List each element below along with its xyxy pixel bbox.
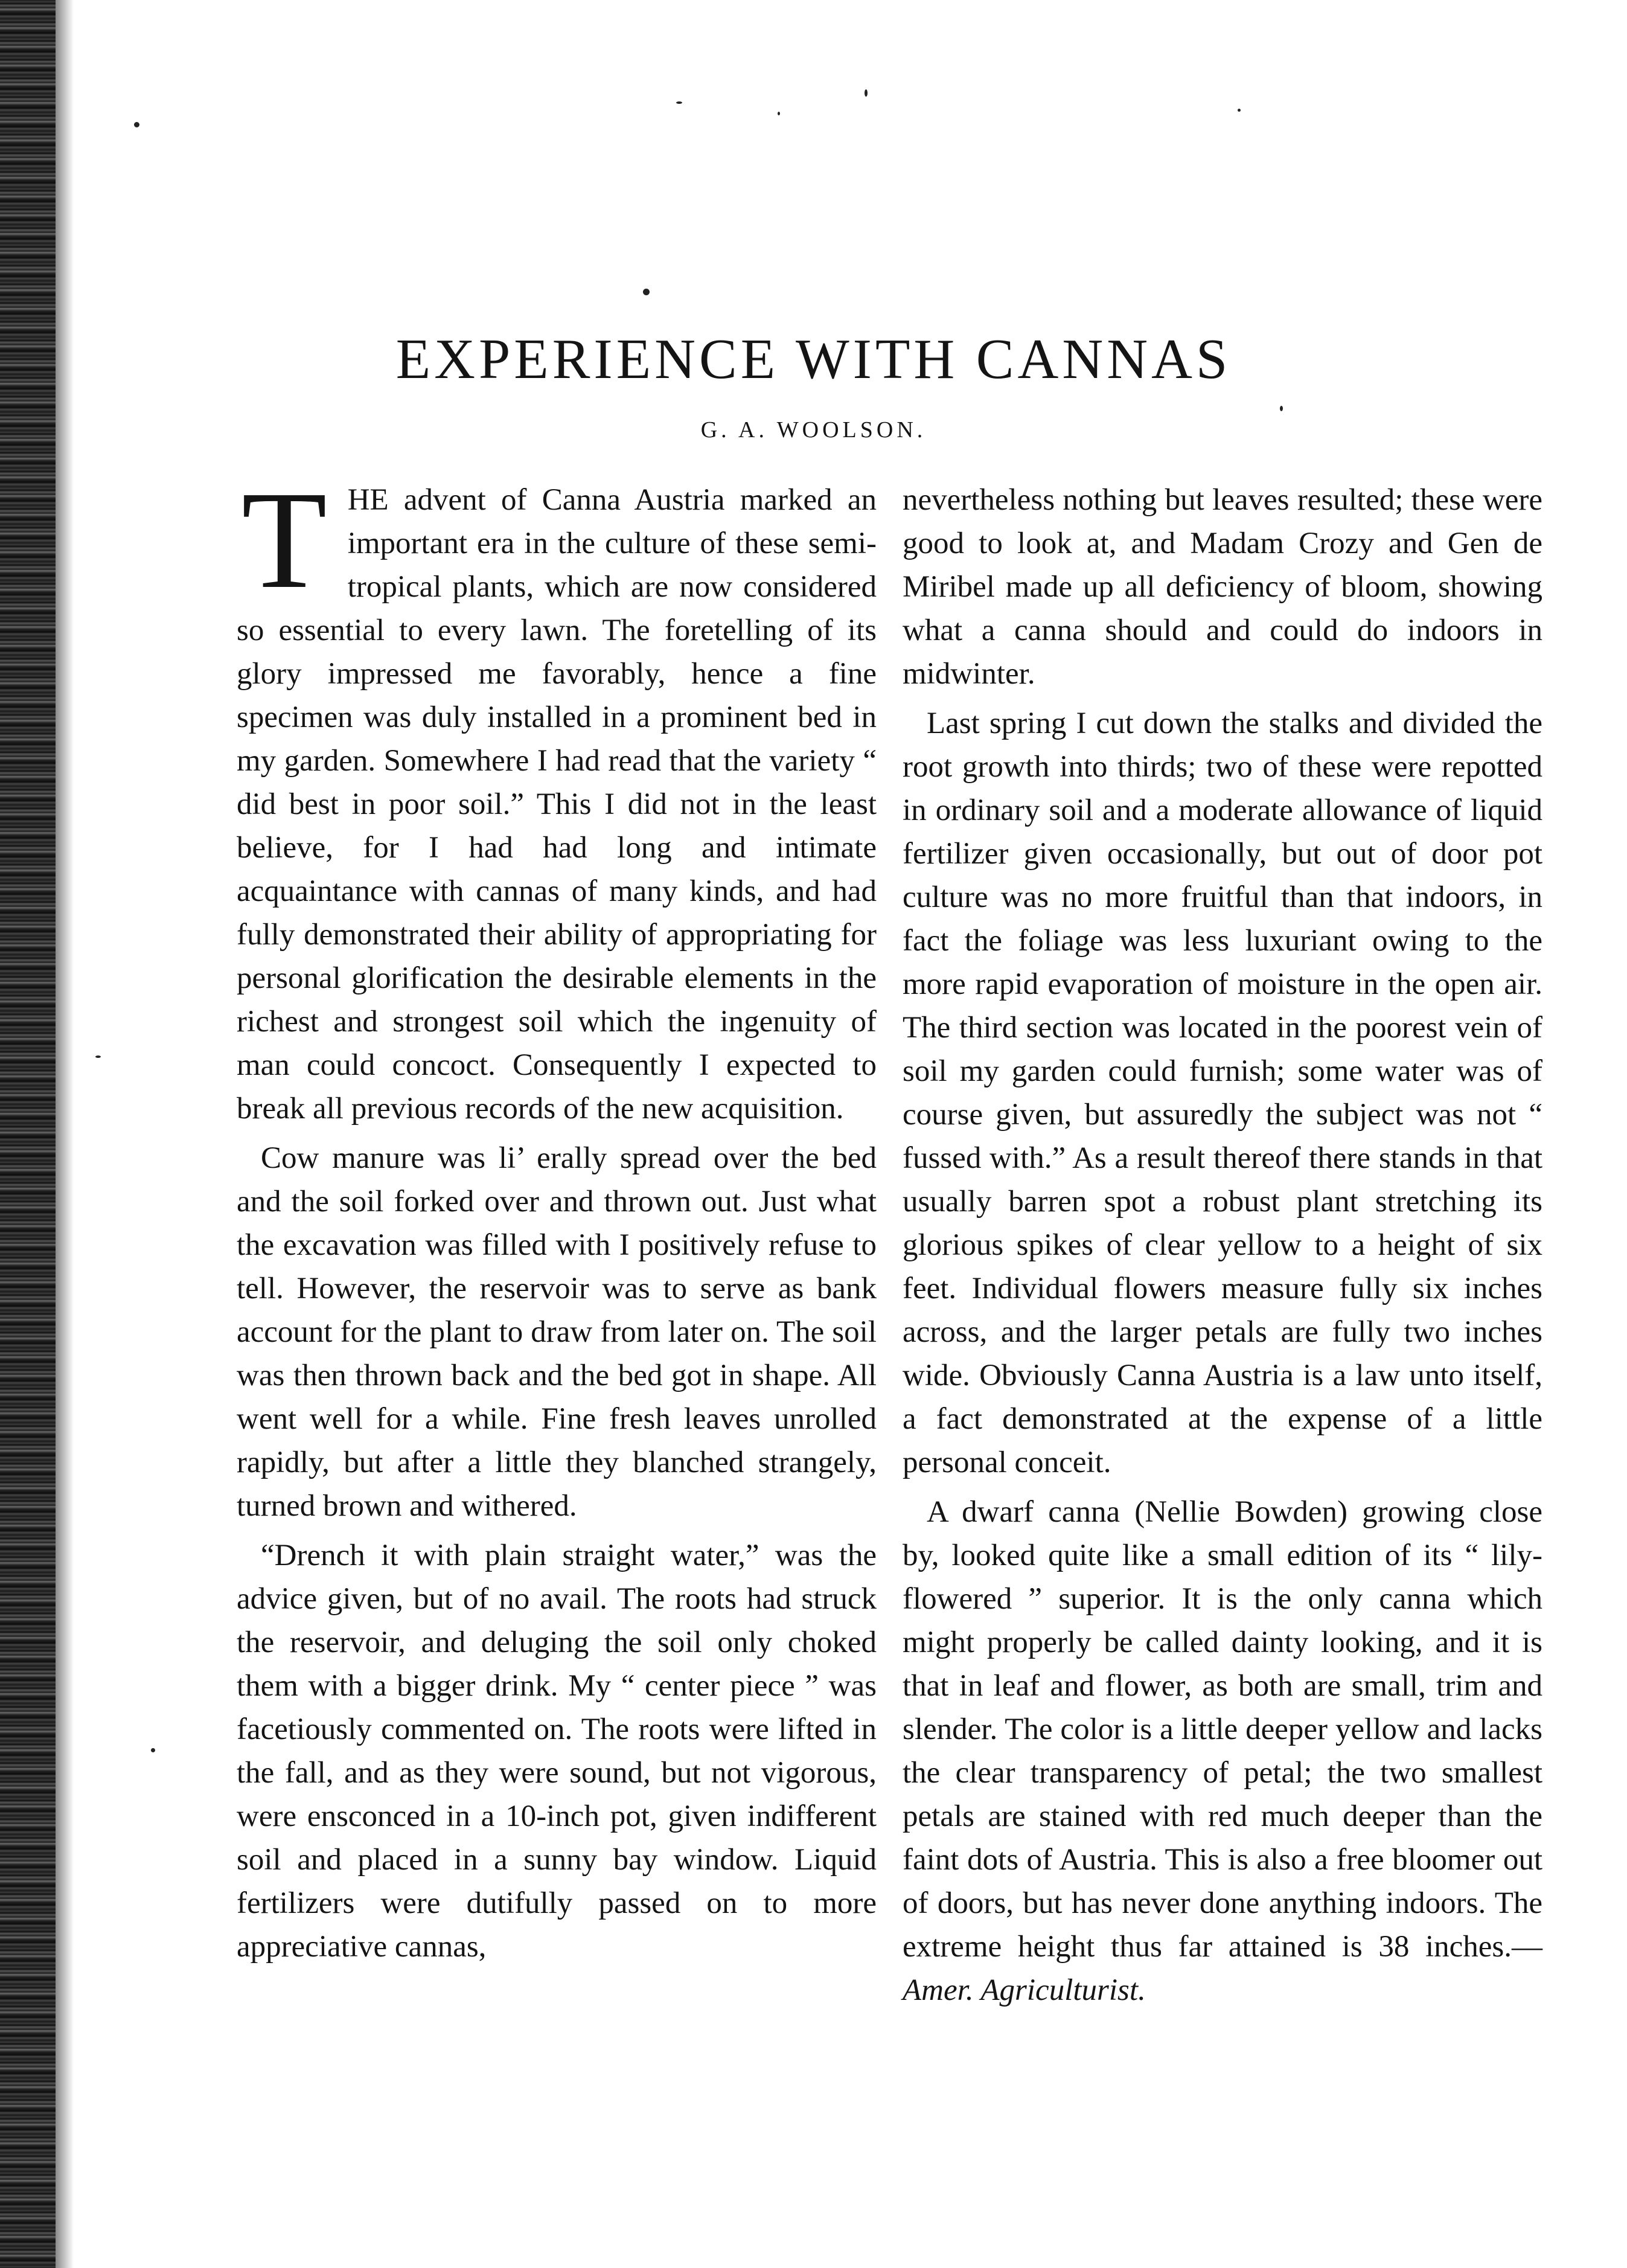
scan-speck	[865, 89, 868, 97]
scan-speck	[676, 101, 682, 104]
paragraph: nevertheless nothing but leaves resulted; these were good to look at, and Madam Crozy and Gen de Miribel made up all deficiency of bloom, showing what a canna should and could do indoors in midwinter.	[903, 483, 1542, 691]
right-column	[903, 478, 1542, 2018]
paragraph	[237, 463, 877, 1130]
scan-speck	[134, 122, 139, 127]
scan-speck	[151, 1748, 155, 1752]
source-credit: Amer. Agriculturist.	[903, 1973, 1146, 2007]
article-byline: G. A. WOOLSON.	[700, 417, 927, 443]
paragraph-text: A dwarf canna (Nellie Bowden) growing close by, looked quite like a small edition of its “ lily-flowered ” superior. It is the only canna which might properly be called dainty looking, and it is that in leaf and flower, as both are small, trim and slender. The color is a little deeper yellow and lacks the clear transparency of petal; the two smallest petals are stained with red much deeper than the faint dots of Austria. This is also a free bloomer out of doors, but has never done anything indoors. The extreme height thus far attained is 38 inches.—	[903, 1495, 1542, 1964]
paragraph: Last spring I cut down the stalks and divided the root growth into thirds; two of these were repotted in ordinary soil and a moderate allowance of liquid fertilizer given occasionally, but out of door pot culture was no more fruitful than that indoors, in fact the foliage was less luxuriant owing to the more rapid evaporation of moisture in the open air. The third section was located in the poorest vein of soil my garden could furnish; some water was of course given, but assuredly the subject was not “ fussed with.” As a result thereof there stands in that usually barren spot a robust plant stretching its glorious spikes of clear yellow to a height of six feet. Individual flowers measure fully six inches across, and the larger petals are fully two inches wide. Obviously Canna Austria is a law unto itself, a fact demonstrated at the expense of a little personal conceit.	[903, 706, 1542, 1479]
article-title: EXPERIENCE WITH CANNAS	[395, 328, 1232, 391]
left-column	[237, 463, 877, 1975]
paragraph-text: HE advent of Canna Austria marked an important era in the culture of these semi-tropical plants, which are now considered so essential to every lawn. The foretelling of its glory impressed me favorably, hence a fine specimen was duly installed in a prominent bed in my garden. Somewhere I had read that the variety “ did best in poor soil.” This I did not in the least believe, for I had had long and intimate acquaintance with cannas of many kinds, and had fully demonstrated their ability of appropriating for personal glorification the desirable elements in the richest and strongest soil which the ingenuity of man could concoct. Consequently I expected to break all previous records of the new acquisition.	[237, 483, 877, 1126]
scan-speck	[778, 112, 780, 115]
paragraph: Cow manure was li’ erally spread over the bed and the soil forked over and thrown out. Just what the excavation was filled with I positively refuse to tell. However, the reservoir was to serve as bank account for the plant to draw from later on. The soil was then thrown back and the bed got in shape. All went well for a while. Fine fresh leaves unrolled rapidly, but after a little they blanched strangely, turned brown and withered.	[237, 1141, 877, 1523]
scan-speck	[95, 1056, 101, 1058]
scan-speck	[643, 289, 650, 295]
paragraph	[903, 1490, 1542, 2012]
scan-speck	[1280, 406, 1283, 411]
drop-cap: T	[241, 463, 327, 618]
scan-speck	[1238, 109, 1241, 112]
paragraph: “Drench it with plain straight water,” was the advice given, but of no avail. The roots had struck the reservoir, and deluging the soil only choked them with a bigger drink. My “ center piece ” was facetiously commented on. The roots were lifted in the fall, and as they were sound, but not vigorous, were ensconced in a 10-inch pot, given indifferent soil and placed in a sunny bay window. Liquid fertilizers were dutifully passed on to more appreciative cannas,	[237, 1539, 877, 1964]
